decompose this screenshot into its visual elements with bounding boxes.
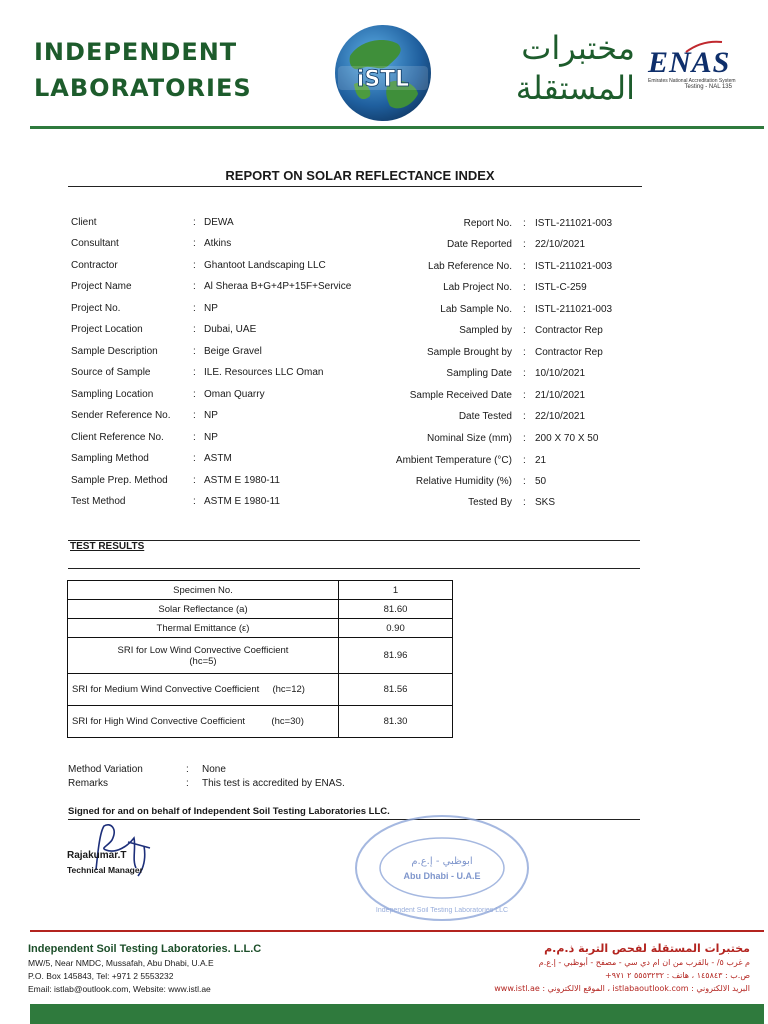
enas-mark: ENAS	[648, 46, 731, 79]
info-colon: :	[193, 260, 196, 271]
brand-english-line1: INDEPENDENT	[34, 38, 238, 66]
signatory-title: Technical Manager	[67, 865, 143, 875]
info-colon: :	[193, 324, 196, 335]
info-colon: :	[193, 217, 196, 228]
info-label-project-location: Project Location	[71, 324, 143, 335]
info-colon: :	[193, 238, 196, 249]
method-variation-label: Method Variation	[68, 764, 143, 775]
info-value-relative-humidity: 50	[535, 476, 547, 487]
info-label-test-method: Test Method	[71, 496, 126, 507]
info-value-lab-project-no: ISTL-C-259	[535, 282, 587, 293]
info-label-sampling-date: Sampling Date	[446, 368, 512, 379]
info-colon: :	[193, 389, 196, 400]
info-label-client: Client	[71, 217, 97, 228]
info-value-sample-brought-by: Contractor Rep	[535, 347, 603, 358]
brand-arabic-line1: مختبرات	[521, 29, 635, 67]
info-label-sampling-location: Sampling Location	[71, 389, 154, 400]
section-rule-top	[68, 540, 640, 541]
info-label-ambient-temperature: Ambient Temperature (°C)	[395, 455, 512, 466]
info-value-client: DEWA	[204, 217, 234, 228]
info-label-sample-prep-method: Sample Prep. Method	[71, 475, 168, 486]
info-value-date-tested: 22/10/2021	[535, 411, 586, 422]
enas-accreditation-logo	[648, 48, 738, 91]
result-label: SRI for Low Wind Convective Coefficient (hc=5)	[68, 638, 339, 674]
stamp-ring-text: Independent Soil Testing Laboratories LLC	[375, 907, 509, 914]
table-row	[68, 638, 453, 674]
info-label-relative-humidity: Relative Humidity (%)	[415, 476, 512, 487]
info-label-sender-reference: Sender Reference No.	[71, 410, 171, 421]
info-label-sampled-by: Sampled by	[459, 325, 512, 336]
result-label: Specimen No.	[68, 581, 339, 600]
result-label: Solar Reflectance (a)	[68, 600, 339, 619]
info-colon: :	[523, 261, 526, 272]
logo-text: iSTL	[356, 67, 410, 92]
info-colon: :	[193, 281, 196, 292]
result-label: SRI for Medium Wind Convective Coefficient (hc=12)	[68, 674, 339, 706]
footer-address-arabic: م غرب ٥/ - بالقرب من ان ام دي سي - مصفح - أبوظبي - إ.ع.م	[538, 958, 750, 967]
remark-colon: :	[186, 764, 189, 775]
info-value-client-reference: NP	[204, 432, 218, 443]
info-colon: :	[523, 476, 526, 487]
result-value: 1	[339, 581, 453, 600]
table-row	[68, 619, 453, 638]
info-value-sender-reference: NP	[204, 410, 218, 421]
table-row	[68, 674, 453, 706]
info-colon: :	[193, 346, 196, 357]
footer-divider	[30, 930, 764, 932]
title-rule	[68, 186, 642, 187]
footer-company-name-arabic: مختبرات المستقلة لفحص التربة ذ.م.م	[544, 942, 750, 955]
istl-globe-logo	[332, 22, 434, 124]
info-label-client-reference: Client Reference No.	[71, 432, 164, 443]
info-colon: :	[523, 218, 526, 229]
result-value: 81.30	[339, 706, 453, 738]
info-value-sample-prep-method: ASTM E 1980-11	[204, 475, 280, 486]
info-label-project-name: Project Name	[71, 281, 132, 292]
result-value: 0.90	[339, 619, 453, 638]
signatory-name: Rajakumar.T	[67, 850, 127, 861]
info-label-sample-description: Sample Description	[71, 346, 158, 357]
info-value-lab-reference: ISTL-211021-003	[535, 261, 613, 272]
result-label: SRI for High Wind Convective Coefficient (hc=30)	[68, 706, 339, 738]
info-value-project-location: Dubai, UAE	[204, 324, 257, 335]
info-colon: :	[523, 304, 526, 315]
info-value-project-no: NP	[204, 303, 218, 314]
info-value-project-name: Al Sheraa B+G+4P+15F+Service	[204, 281, 352, 292]
info-value-sample-description: Beige Gravel	[204, 346, 262, 357]
info-label-contractor: Contractor	[71, 260, 118, 271]
info-colon: :	[523, 239, 526, 250]
info-label-date-reported: Date Reported	[446, 239, 512, 250]
remark-colon: :	[186, 778, 189, 789]
brand-arabic	[450, 28, 635, 108]
info-colon: :	[523, 347, 526, 358]
info-value-sampled-by: Contractor Rep	[535, 325, 603, 336]
footer-email-line: Email: istlab@outlook.com, Website: www.istl.ae	[28, 984, 211, 994]
test-results-heading: TEST RESULTS	[70, 541, 145, 552]
enas-swoosh-icon	[684, 38, 724, 54]
info-label-report-no: Report No.	[463, 218, 512, 229]
result-label: Thermal Emittance (ε)	[68, 619, 339, 638]
report-title: REPORT ON SOLAR REFLECTANCE INDEX	[225, 168, 495, 183]
footer-bar	[30, 1004, 764, 1024]
brand-arabic-line2: المستقلة	[515, 69, 635, 107]
info-label-tested-by: Tested By	[468, 497, 512, 508]
info-value-sampling-location: Oman Quarry	[204, 389, 265, 400]
remarks-value: This test is accredited by ENAS.	[202, 778, 345, 789]
info-label-nominal-size: Nominal Size (mm)	[426, 433, 512, 444]
info-value-date-reported: 22/10/2021	[535, 239, 586, 250]
info-label-sampling-method: Sampling Method	[71, 453, 149, 464]
enas-lab-number: Testing - NAL 135	[684, 84, 732, 90]
info-label-lab-project-no: Lab Project No.	[443, 282, 512, 293]
company-stamp	[352, 812, 532, 924]
results-table	[67, 580, 453, 738]
footer-phone-arabic: ص.ب : ١٤٥٨٤٣ ، هاتف : ٥٥٥٣٢٣٢ ٢ ٩٧١+	[605, 971, 750, 980]
info-colon: :	[523, 497, 526, 508]
info-colon: :	[193, 453, 196, 464]
info-colon: :	[523, 390, 526, 401]
info-label-sample-received-date: Sample Received Date	[409, 390, 512, 401]
footer-address-line: MW/5, Near NMDC, Mussafah, Abu Dhabi, U.A.E	[28, 958, 214, 968]
info-value-sampling-method: ASTM	[204, 453, 232, 464]
info-value-sampling-date: 10/10/2021	[535, 368, 586, 379]
info-colon: :	[523, 455, 526, 466]
info-colon: :	[523, 325, 526, 336]
footer-company-name: Independent Soil Testing Laboratories. L.L.C	[28, 943, 262, 955]
info-value-tested-by: SKS	[535, 497, 556, 508]
info-label-lab-reference: Lab Reference No.	[428, 261, 512, 272]
info-value-contractor: Ghantoot Landscaping LLC	[204, 260, 326, 271]
header-divider	[30, 126, 764, 129]
table-row	[68, 581, 453, 600]
info-value-ambient-temperature: 21	[535, 455, 547, 466]
info-label-date-tested: Date Tested	[458, 411, 512, 422]
info-value-source-of-sample: ILE. Resources LLC Oman	[204, 367, 324, 378]
brand-english-line2: LABORATORIES	[34, 74, 252, 102]
result-value: 81.96	[339, 638, 453, 674]
info-value-nominal-size: 200 X 70 X 50	[535, 433, 599, 444]
enas-subtitle: Emirates National Accreditation System	[648, 78, 736, 84]
info-label-sample-brought-by: Sample Brought by	[426, 347, 512, 358]
section-rule-bottom	[68, 568, 640, 569]
info-value-consultant: Atkins	[204, 238, 232, 249]
info-colon: :	[193, 475, 196, 486]
table-row	[68, 600, 453, 619]
info-label-project-no: Project No.	[71, 303, 121, 314]
info-value-test-method: ASTM E 1980-11	[204, 496, 280, 507]
info-label-lab-sample-no: Lab Sample No.	[440, 304, 512, 315]
info-label-source-of-sample: Source of Sample	[71, 367, 151, 378]
result-value: 81.56	[339, 674, 453, 706]
info-colon: :	[193, 303, 196, 314]
result-value: 81.60	[339, 600, 453, 619]
footer-phone-line: P.O. Box 145843, Tel: +971 2 5553232	[28, 971, 174, 981]
stamp-arabic-text: ابوظبي - إ.ع.م	[411, 856, 473, 867]
info-value-report-no: ISTL-211021-003	[535, 218, 613, 229]
info-value-sample-received-date: 21/10/2021	[535, 390, 586, 401]
info-value-lab-sample-no: ISTL-211021-003	[535, 304, 613, 315]
info-colon: :	[523, 368, 526, 379]
remarks-label: Remarks	[68, 778, 109, 789]
brand-english	[34, 34, 252, 106]
info-colon: :	[193, 432, 196, 443]
table-row	[68, 706, 453, 738]
info-colon: :	[523, 433, 526, 444]
info-colon: :	[193, 496, 196, 507]
info-colon: :	[193, 367, 196, 378]
info-colon: :	[523, 282, 526, 293]
method-variation-value: None	[202, 764, 226, 775]
info-label-consultant: Consultant	[71, 238, 119, 249]
info-colon: :	[193, 410, 196, 421]
signed-on-behalf: Signed for and on behalf of Independent Soil Testing Laboratories LLC.	[68, 806, 390, 817]
footer-email-arabic: البريد الالكتروني : istlabaoutlook.com ، الموقع الالكتروني : www.istl.ae	[494, 984, 750, 993]
stamp-city-text: Abu Dhabi - U.A.E	[403, 871, 481, 881]
info-colon: :	[523, 411, 526, 422]
